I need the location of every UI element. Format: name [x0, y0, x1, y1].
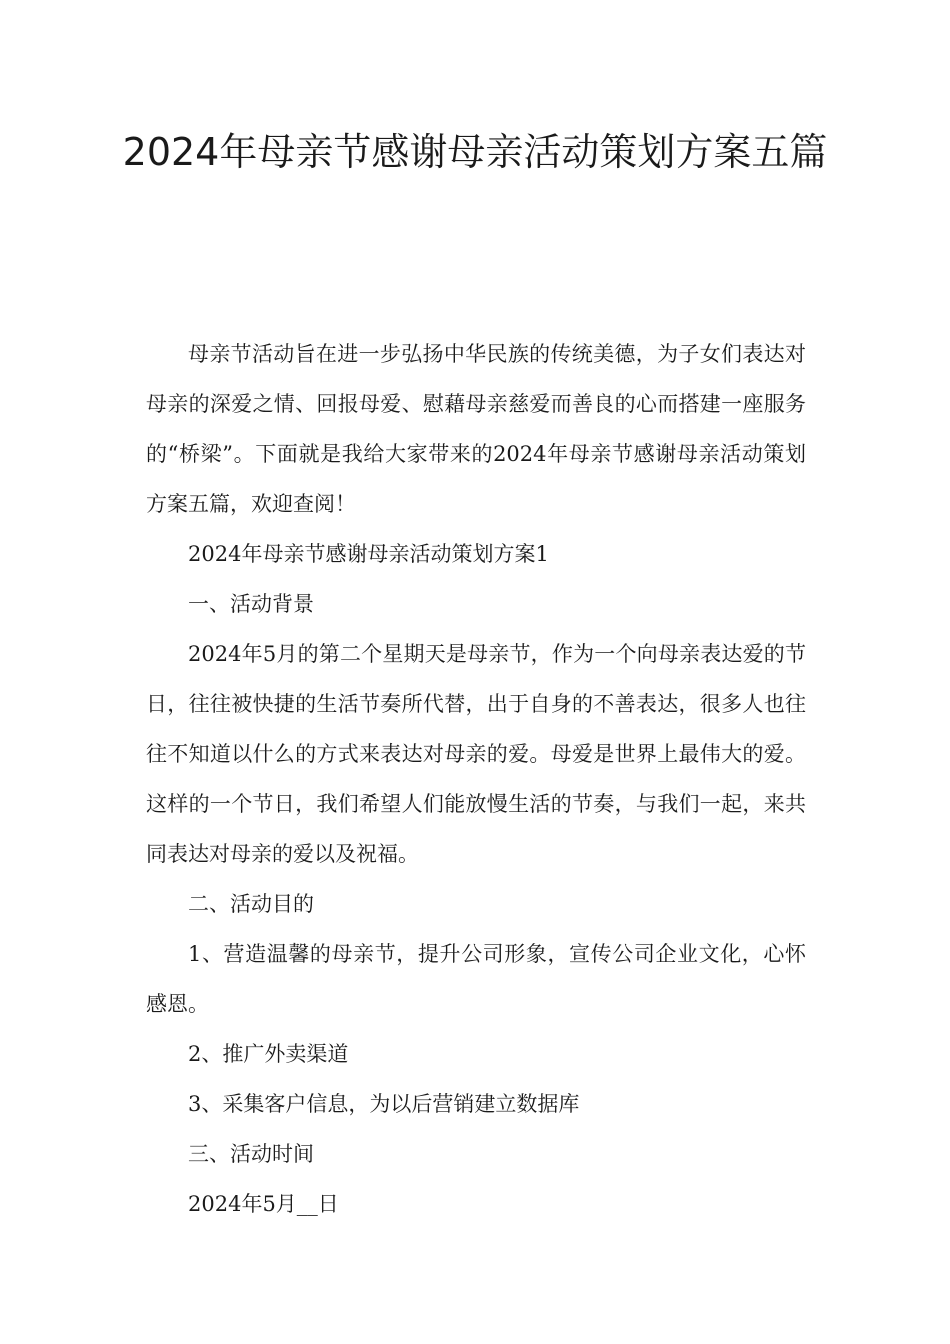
background-paragraph: 2024年5月的第二个星期天是母亲节，作为一个向母亲表达爱的节日，往往被快捷的生活节奏所代替，出于自身的不善表达，很多人也往往不知道以什么的方式来表达对母亲的爱。母爱是世界上最伟大的爱。这样的一个节日，我们希望人们能放慢生活的节奏，与我们一起，来共同表达对母亲的爱以及祝福。 — [146, 642, 806, 866]
purpose-item-1: 1、营造温馨的母亲节，提升公司形象，宣传公司企业文化，心怀感恩。 — [146, 942, 806, 1016]
purpose-item-2: 2、推广外卖渠道 — [188, 1042, 349, 1066]
plan-heading: 2024年母亲节感谢母亲活动策划方案1 — [188, 542, 549, 566]
document-body — [146, 329, 806, 1229]
section-heading-purpose: 二、活动目的 — [188, 892, 314, 916]
intro-paragraph: 母亲节活动旨在进一步弘扬中华民族的传统美德，为子女们表达对母亲的深爱之情、回报母爱、慰藉母亲慈爱而善良的心而搭建一座服务的“桥梁”。下面就是我给大家带来的2024年母亲节感谢母亲活动策划方案五篇，欢迎查阅！ — [146, 342, 806, 516]
section-heading-time: 三、活动时间 — [188, 1142, 314, 1166]
section-heading-background: 一、活动背景 — [188, 592, 314, 616]
purpose-item-3: 3、采集客户信息，为以后营销建立数据库 — [188, 1092, 580, 1116]
activity-date: 2024年5月__日 — [188, 1192, 339, 1216]
document-title: 2024年母亲节感谢母亲活动策划方案五篇 — [122, 130, 828, 174]
